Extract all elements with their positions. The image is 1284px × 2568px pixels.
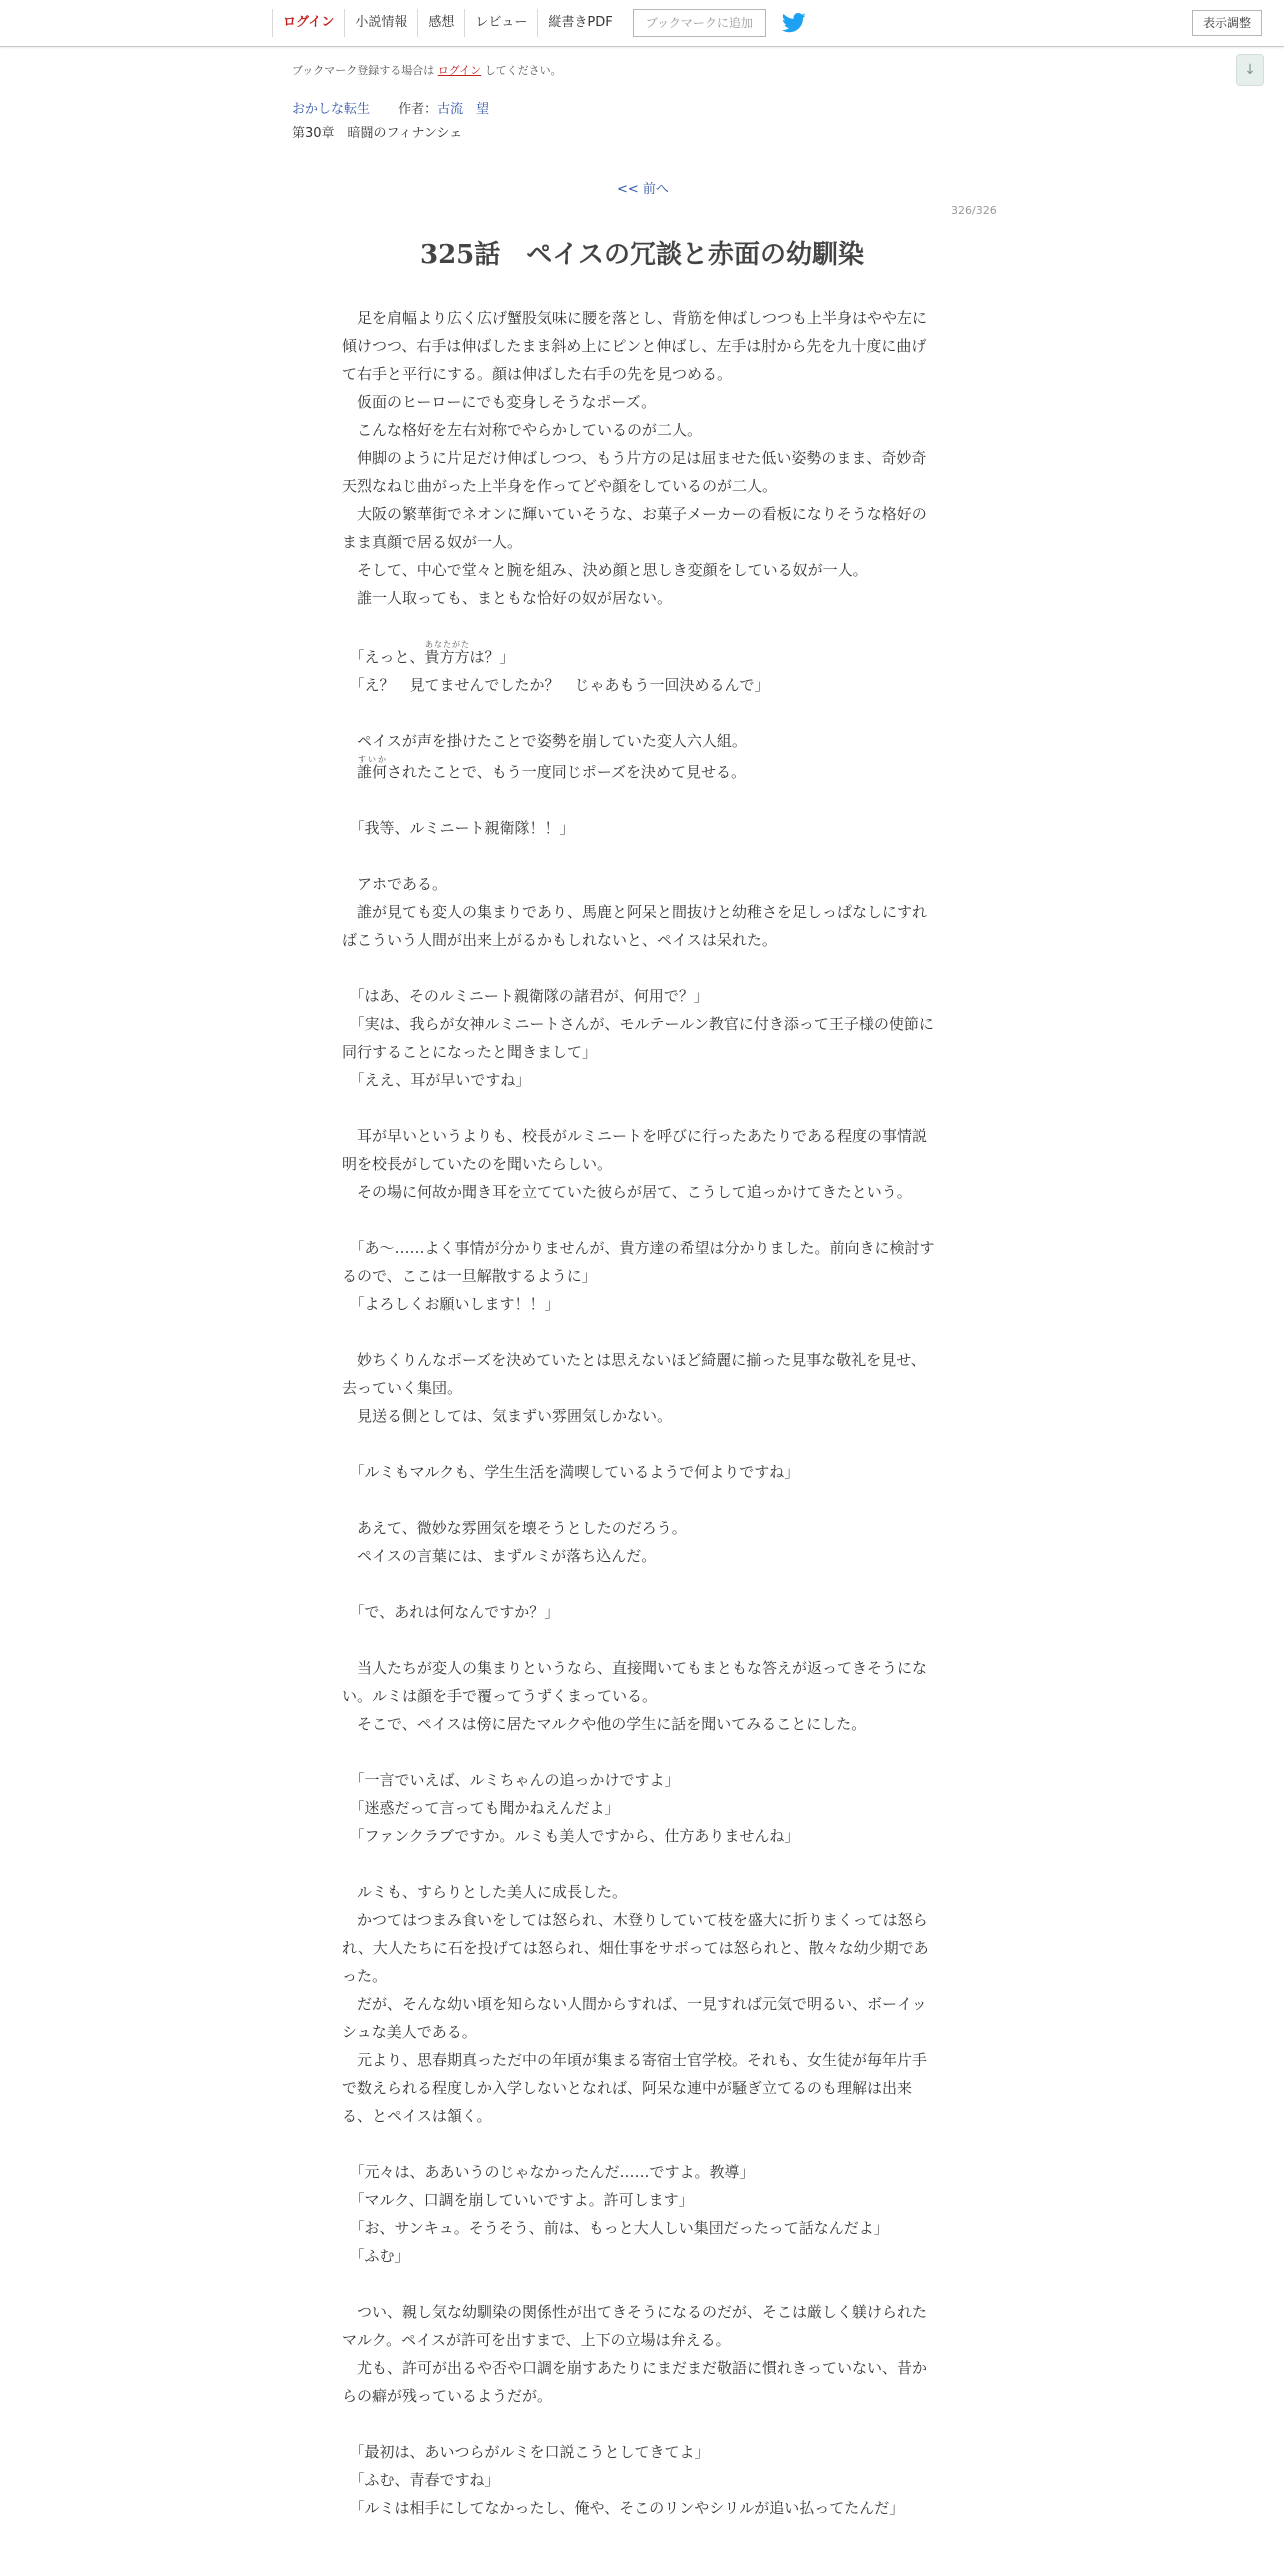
body-paragraph: 「実は、我らが女神ルミニートさんが、モルテールン教官に付き添って王子様の使節に同行することになったと聞きまして」: [342, 1015, 934, 1061]
body-paragraph: [342, 640, 936, 671]
bookmark-login-notice: [292, 62, 562, 78]
ruby-reading: あなたがた: [424, 640, 470, 649]
body-paragraph: 「一言でいえば、ルミちゃんの追っかけですよ」: [342, 1771, 680, 1789]
nav-review[interactable]: レビュー: [464, 9, 537, 37]
blank-line: [342, 1850, 936, 1878]
blank-line: [342, 954, 936, 982]
blank-line: [342, 1570, 936, 1598]
body-paragraph: そして、中心で堂々と腕を組み、決め顔と思しき変顔をしている奴が一人。: [342, 561, 868, 579]
body-paragraph: 「ええ、耳が早いですね」: [342, 1071, 531, 1089]
blank-line: [342, 842, 936, 870]
author-link[interactable]: 古流 望: [437, 102, 490, 117]
top-header: [0, 0, 1284, 47]
body-paragraph: ペイスが声を掛けたことで姿勢を崩していた変人六人組。: [342, 732, 747, 750]
nav-novel-info[interactable]: 小説情報: [344, 9, 417, 37]
blank-line: [342, 612, 936, 640]
body-paragraph: そこで、ペイスは傍に居たマルクや他の学生に話を聞いてみることにした。: [342, 1715, 867, 1733]
body-paragraph: 「我等、ルミニート親衛隊！！」: [342, 819, 575, 837]
blank-line: [342, 2270, 936, 2298]
blank-line: [342, 1206, 936, 1234]
body-paragraph: 足を肩幅より広く広げ蟹股気味に腰を落とし、背筋を伸ばしつつも上半身はやや左に傾けつつ、右手は伸ばしたまま斜め上にピンと伸ばし、左手は肘から先を九十度に曲げて右手と平行にする。顔は伸ばした右手の先を見つめる。: [342, 309, 928, 383]
top-nav: [272, 0, 808, 46]
display-settings-button[interactable]: 表示調整: [1192, 10, 1262, 36]
dialogue-part: 「えっと、: [342, 648, 425, 666]
body-paragraph: 「はあ、そのルミニート親衛隊の諸君が、何用で？」: [342, 987, 709, 1005]
body-paragraph: 仮面のヒーローにでも変身しそうなポーズ。: [342, 393, 657, 411]
body-paragraph: 「で、あれは何なんですか？」: [342, 1603, 560, 1621]
body-paragraph: ペイスの言葉には、まずルミが落ち込んだ。: [342, 1547, 657, 1565]
twitter-icon[interactable]: [782, 12, 808, 34]
body-paragraph: 「ふむ、青春ですね」: [342, 2471, 500, 2489]
body-paragraph: 誰が見ても変人の集まりであり、馬鹿と阿呆と間抜けと幼稚さを足しっぱなしにすればこういう人間が出来上がるかもしれないと、ペイスは呆れた。: [342, 903, 928, 949]
notice-text-before: ブックマーク登録する場合は: [292, 64, 435, 77]
body-paragraph: 当人たちが変人の集まりというなら、直接聞いてもまともな答えが返ってきそうにない。ルミは顔を手で覆ってうずくまっている。: [342, 1659, 928, 1705]
dialogue-part: は？」: [469, 648, 515, 666]
add-bookmark-button[interactable]: ブックマークに追加: [633, 9, 766, 37]
body-paragraph: アホである。: [342, 875, 448, 893]
novel-body: [342, 304, 936, 2522]
body-paragraph: 「ふむ」: [342, 2247, 410, 2265]
body-paragraph: 「よろしくお願いします！！」: [342, 1295, 560, 1313]
ruby-reading: すいか: [357, 755, 388, 764]
body-paragraph: 見送る側としては、気まずい雰囲気しかない。: [342, 1407, 673, 1425]
body-paragraph: その場に何故か聞き耳を立てていた彼らが居て、こうして追っかけてきたという。: [342, 1183, 912, 1201]
blank-line: [342, 786, 936, 814]
nav-login[interactable]: ログイン: [272, 9, 344, 37]
body-paragraph: あえて、微妙な雰囲気を壊そうとしたのだろう。: [342, 1519, 687, 1537]
blank-line: [342, 1626, 936, 1654]
body-paragraph: 誰一人取っても、まともな恰好の奴が居ない。: [342, 589, 673, 607]
notice-login-link[interactable]: ログイン: [437, 64, 482, 77]
body-paragraph: 「マルク、口調を崩していいですよ。許可します」: [342, 2191, 694, 2209]
prev-page-link[interactable]: << 前へ: [617, 182, 669, 197]
body-paragraph: こんな格好を左右対称でやらかしているのが二人。: [342, 421, 703, 439]
body-paragraph: [342, 755, 936, 786]
novel-title-link[interactable]: おかしな転生: [292, 102, 371, 117]
page-count: 326/326: [951, 204, 997, 217]
ruby-base: 誰何: [357, 763, 388, 781]
ruby-base: 貴方方: [424, 648, 470, 666]
scroll-down-button[interactable]: ↓: [1236, 54, 1264, 86]
body-paragraph: 「最初は、あいつらがルミを口説こうとしてきてよ」: [342, 2443, 710, 2461]
ruby-word: [424, 640, 470, 666]
nav-vertical-pdf[interactable]: 縦書きPDF: [537, 9, 622, 37]
novel-info-line: [292, 98, 489, 117]
body-paragraph: 「迷惑だって言っても聞かねえんだよ」: [342, 1799, 620, 1817]
body-paragraph: 大阪の繁華街でネオンに輝いていそうな、お菓子メーカーの看板になりそうな格好のまま真顔で居る奴が一人。: [342, 505, 927, 551]
nav-impressions[interactable]: 感想: [417, 9, 464, 37]
blank-line: [342, 699, 936, 727]
sentence-part: されたことで、もう一度同じポーズを決めて見せる。: [387, 763, 746, 781]
body-paragraph: 「え？ 見てませんでしたか？ じゃあもう一回決めるんで」: [342, 676, 770, 694]
twitter-bird-icon: [782, 13, 806, 33]
body-paragraph: 元より、思春期真っただ中の年頃が集まる寄宿士官学校。それも、女生徒が毎年片手で数えられる程度しか入学しないとなれば、阿呆な連中が騒ぎ立てるのも理解は出来る、とペイスは頷く。: [342, 2051, 928, 2125]
blank-line: [342, 2410, 936, 2438]
chapter-title: 第30章 暗闘のフィナンシェ: [292, 126, 463, 141]
body-paragraph: 「元々は、ああいうのじゃなかったんだ……ですよ。教導」: [342, 2163, 755, 2181]
ruby-word: [357, 755, 388, 781]
body-paragraph: ルミも、すらりとした美人に成長した。: [342, 1883, 628, 1901]
body-paragraph: 「あ～……よく事情が分かりませんが、貴方達の希望は分かりました。前向きに検討するので、ここは一旦解散するように」: [342, 1239, 935, 1285]
body-paragraph: 「お、サンキュ。そうそう、前は、もっと大人しい集団だったって話なんだよ」: [342, 2219, 889, 2237]
body-paragraph: だが、そんな幼い頃を知らない人間からすれば、一見すれば元気で明るい、ボーイッシュな美人である。: [342, 1995, 927, 2041]
body-paragraph: 伸脚のように片足だけ伸ばしつつ、もう片方の足は屈ませた低い姿勢のまま、奇妙奇天烈なねじ曲がった上半身を作ってどや顔をしているのが二人。: [342, 449, 927, 495]
body-paragraph: 妙ちくりんなポーズを決めていたとは思えないほど綺麗に揃った見事な敬礼を見せ、去っていく集団。: [342, 1351, 926, 1397]
blank-line: [342, 1430, 936, 1458]
body-paragraph: 「ファンクラブですか。ルミも美人ですから、仕方ありませんね」: [342, 1827, 800, 1845]
episode-title: 325話 ペイスの冗談と赤面の幼馴染: [419, 240, 864, 270]
body-paragraph: 尤も、許可が出るや否や口調を崩すあたりにまだまだ敬語に慣れきっていない、昔からの癖が残っているようだが。: [342, 2359, 928, 2405]
body-paragraph: 「ルミは相手にしてなかったし、俺や、そこのリンやシリルが追い払ってたんだ」: [342, 2499, 905, 2517]
blank-line: [342, 1486, 936, 1514]
blank-line: [342, 1318, 936, 1346]
body-paragraph: つい、親し気な幼馴染の関係性が出てきそうになるのだが、そこは厳しく躾けられたマルク。ペイスが許可を出すまで、上下の立場は弁える。: [342, 2303, 928, 2349]
body-paragraph: 耳が早いというよりも、校長がルミニートを呼びに行ったあたりである程度の事情説明を校長がしていたのを聞いたらしい。: [342, 1127, 928, 1173]
body-paragraph: 「ルミもマルクも、学生生活を満喫しているようで何よりですね」: [342, 1463, 800, 1481]
body-paragraph: かつてはつまみ食いをしては怒られ、木登りしていて枝を盛大に折りまくっては怒られ、大人たちに石を投げては怒られ、畑仕事をサボっては怒られと、散々な幼少期であった。: [342, 1911, 929, 1985]
author-label: 作者：: [398, 102, 438, 117]
blank-line: [342, 1094, 936, 1122]
notice-text-after: してください。: [484, 64, 562, 77]
blank-line: [342, 1738, 936, 1766]
blank-line: [342, 2130, 936, 2158]
